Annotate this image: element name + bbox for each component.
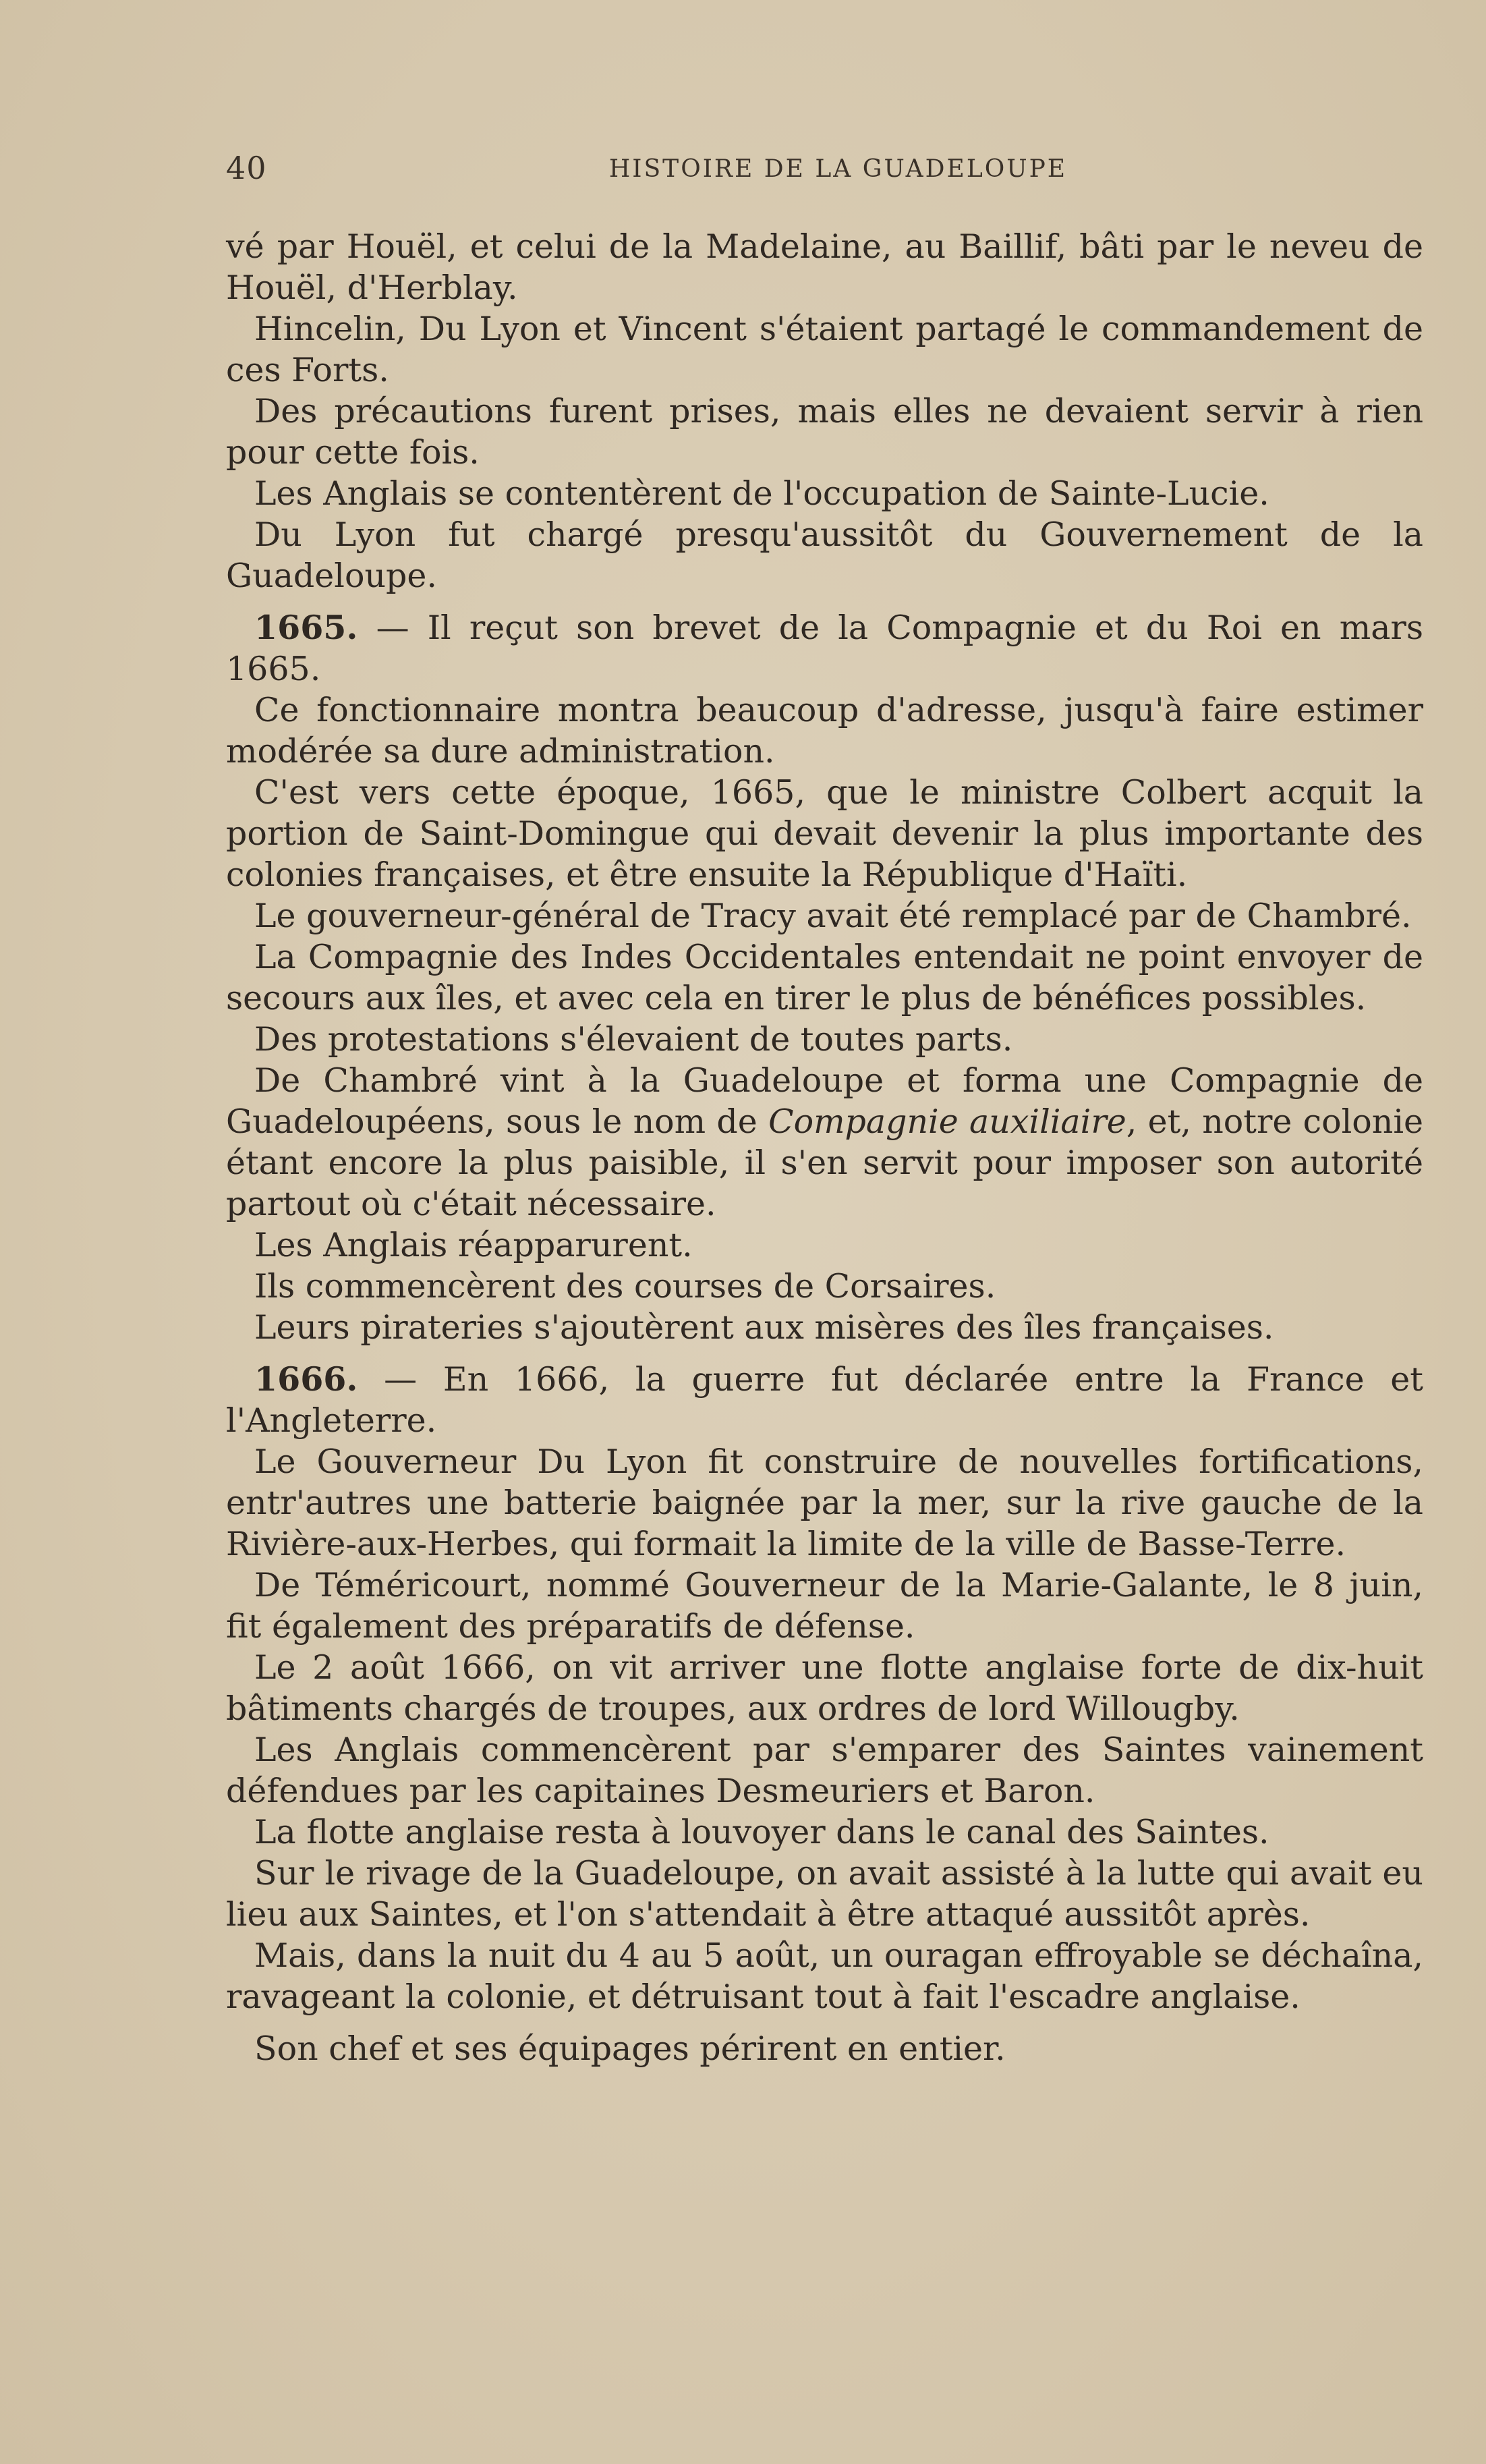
paragraph: Son chef et ses équipages périrent en entier.: [254, 2029, 1006, 2068]
paragraph: Les Anglais réapparurent.: [254, 1226, 693, 1264]
year-heading: 1666.: [254, 1360, 358, 1399]
paragraph: Hincelin, Du Lyon et Vincent s'étaient partagé le commandement de ces Forts.: [226, 310, 1423, 389]
page-number: 40: [226, 150, 267, 186]
paragraph: Des protestations s'élevaient de toutes parts.: [254, 1020, 1013, 1059]
paragraph: Ce fonctionnaire montra beaucoup d'adresse, jusqu'à faire estimer modérée sa dure administration.: [226, 691, 1423, 771]
paragraph-year-1666: 1666. — En 1666, la guerre fut déclarée entre la France et l'Angleterre.: [226, 1360, 1423, 1440]
paragraph: Le Gouverneur Du Lyon fit construire de nouvelles fortifications, entr'autres une batterie baignée par la mer, sur la rive gauche de la Rivière-aux-Herbes, qui formait la limite de la ville de Basse-Terre.: [226, 1443, 1423, 1563]
paragraph: La Compagnie des Indes Occidentales entendait ne point envoyer de secours aux îles, et avec cela en tirer le plus de bénéfices possibles.: [226, 938, 1423, 1017]
paragraph: Mais, dans la nuit du 4 au 5 août, un ouragan effroyable se déchaîna, ravageant la colonie, et détruisant tout à fait l'escadre anglaise.: [226, 1936, 1423, 2016]
paragraph: Du Lyon fut chargé presqu'aussitôt du Gouvernement de la Guadeloupe.: [226, 515, 1423, 595]
paragraph: Ils commencèrent des courses de Corsaires.: [254, 1267, 996, 1306]
running-head: [226, 150, 1423, 190]
paragraph: Le 2 août 1666, on vit arriver une flotte anglaise forte de dix-huit bâtiments chargés de troupes, aux ordres de lord Willougby.: [226, 1648, 1423, 1728]
paragraph: De Téméricourt, nommé Gouverneur de la Marie-Galante, le 8 juin, fit également des préparatifs de défense.: [226, 1566, 1423, 1646]
paragraph: Des précautions furent prises, mais elles ne devaient servir à rien pour cette fois.: [226, 392, 1423, 472]
paragraph: Le gouverneur-général de Tracy avait été remplacé par de Chambré.: [254, 897, 1412, 935]
paragraph-year-1665: 1665. — Il reçut son brevet de la Compagnie et du Roi en mars 1665.: [226, 608, 1423, 688]
paragraph: La flotte anglaise resta à louvoyer dans le canal des Saintes.: [254, 1813, 1269, 1851]
running-title: HISTOIRE DE LA GUADELOUPE: [608, 155, 1068, 183]
paragraph: De Chambré vint à la Guadeloupe et forma une Compagnie de Guadeloupéens, sous le nom de Compagnie auxiliaire, et, notre colonie étant encore la plus paisible, il s'en servit pour imposer son autorité partout où c'était nécessaire.: [226, 1061, 1424, 1223]
paragraph: Leurs pirateries s'ajoutèrent aux misères des îles françaises.: [254, 1308, 1274, 1347]
paragraph: Les Anglais se contentèrent de l'occupation de Sainte-Lucie.: [254, 474, 1269, 513]
paragraph: Les Anglais commencèrent par s'emparer des Saintes vainement défendues par les capitaines Desmeuriers et Baron.: [226, 1731, 1423, 1810]
paragraph: Sur le rivage de la Guadeloupe, on avait assisté à la lutte qui avait eu lieu aux Saintes, et l'on s'attendait à être attaqué aussitôt après.: [226, 1854, 1423, 1934]
year-heading: 1665.: [254, 608, 358, 647]
paragraph: C'est vers cette époque, 1665, que le ministre Colbert acquit la portion de Saint-Domingue qui devait devenir la plus importante des colonies françaises, et être ensuite la République d'Haïti.: [226, 773, 1423, 894]
body-text: [226, 226, 1423, 2069]
paragraph: vé par Houël, et celui de la Madelaine, au Baillif, bâti par le neveu de Houël, d'Herblay.: [226, 227, 1423, 307]
emphasis: Compagnie auxiliaire: [768, 1102, 1126, 1141]
